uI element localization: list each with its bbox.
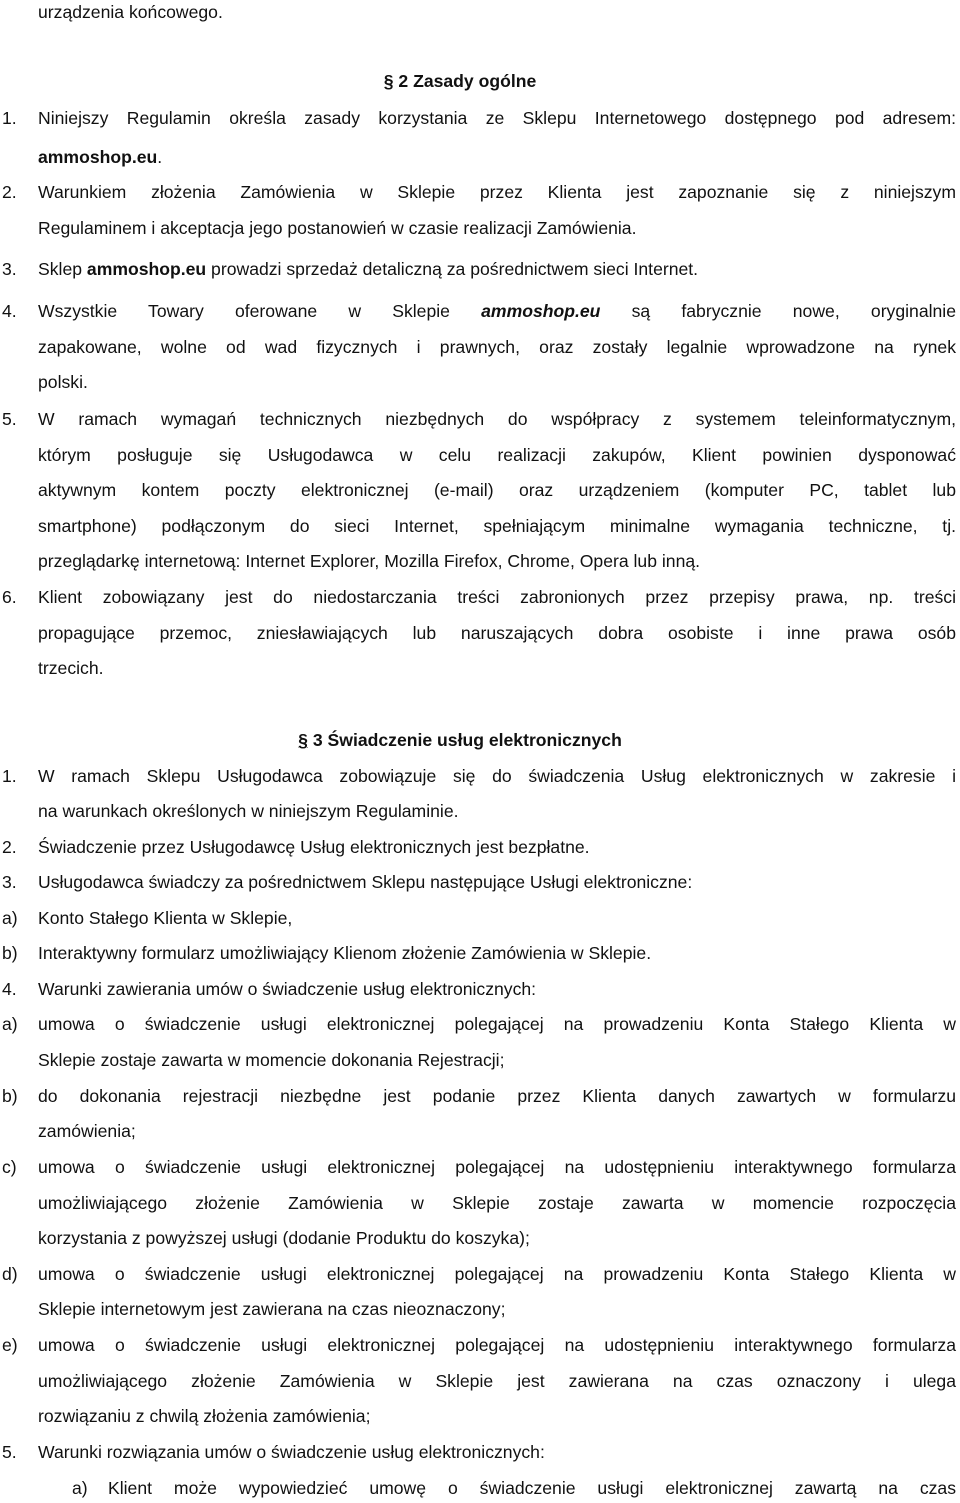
paragraph-line: trzecich.	[38, 658, 104, 678]
item-number: 5.	[2, 409, 17, 429]
item-number: 6.	[2, 587, 17, 607]
item-letter: e)	[2, 1335, 18, 1355]
item-letter: a)	[2, 908, 18, 928]
shop-domain: ammoshop.eu	[86, 259, 207, 279]
paragraph-line: Klient zobowiązany jest do niedostarczania treści zabronionych przez przepisy prawa, np. treści	[38, 587, 956, 607]
paragraph-line: Warunkiem złożenia Zamówienia w Sklepie przez Klienta jest zapoznanie się z niniejszym	[38, 182, 956, 202]
item-number: 5.	[2, 1442, 17, 1462]
paragraph-line: przeglądarkę internetową: Internet Explorer, Mozilla Firefox, Chrome, Opera lub inną.	[38, 551, 701, 571]
paragraph-line: do dokonania rejestracji niezbędne jest podanie przez Klienta danych zawartych w formularzu	[38, 1086, 956, 1106]
paragraph-line: na warunkach określonych w niniejszym Regulaminie.	[38, 801, 459, 821]
paragraph-line: Regulaminem i akceptacja jego postanowień w czasie realizacji Zamówienia.	[38, 218, 637, 238]
item-letter: b)	[2, 1086, 18, 1106]
paragraph-line: Konto Stałego Klienta w Sklepie,	[38, 908, 293, 928]
paragraph-line: Świadczenie przez Usługodawcę Usług elektronicznych jest bezpłatne.	[38, 837, 590, 857]
paragraph-line: propagujące przemoc, zniesławiających lub naruszających dobra osobiste i inne prawa osób	[38, 623, 956, 643]
paragraph-line	[38, 146, 956, 168]
text-fragment: Wszystkie Towary oferowane w Sklepie	[38, 301, 482, 321]
paragraph-line: umowa o świadczenie usługi elektronicznej polegającej na prowadzeniu Konta Stałego Klienta w	[38, 1014, 956, 1034]
paragraph-line: W ramach wymagań technicznych niezbędnych do współpracy z systemem teleinformatycznym,	[38, 409, 956, 429]
paragraph-line: zamówienia;	[38, 1121, 136, 1141]
item-letter: d)	[2, 1264, 18, 1284]
item-number: 3.	[2, 259, 17, 279]
section-heading: § 2 Zasady ogólne	[383, 71, 537, 91]
paragraph-line: Niniejszy Regulamin określa zasady korzystania ze Sklepu Internetowego dostępnego pod adresem:	[38, 108, 956, 128]
item-number: 1.	[2, 108, 17, 128]
paragraph-line: umowa o świadczenie usługi elektronicznej polegającej na prowadzeniu Konta Stałego Klienta w	[38, 1264, 956, 1284]
item-number: 2.	[2, 837, 17, 857]
text-fragment: prowadzi sprzedaż detaliczną za pośrednictwem sieci Internet.	[206, 259, 699, 279]
paragraph-line: W ramach Sklepu Usługodawca zobowiązuje się do świadczenia Usług elektronicznych w zakresie i	[38, 766, 956, 786]
paragraph-line: którym posługuje się Usługodawca w celu realizacji zakupów, Klient powinien dysponować	[38, 445, 956, 465]
item-letter: a)	[72, 1478, 88, 1498]
paragraph-line: Sklepie internetowym jest zawierana na czas nieoznaczony;	[38, 1299, 506, 1319]
item-number: 1.	[2, 766, 17, 786]
punctuation: .	[157, 147, 163, 167]
paragraph-line: korzystania z powyższej usługi (dodanie Produktu do koszyka);	[38, 1228, 530, 1248]
text-fragment: Sklep	[38, 259, 87, 279]
paragraph-line: aktywnym kontem poczty elektronicznej (e-mail) oraz urządzeniem (komputer PC, tablet lub	[38, 480, 956, 500]
paragraph-line: polski.	[38, 372, 88, 392]
paragraph-line: Interaktywny formularz umożliwiający Klienom złożenie Zamówienia w Sklepie.	[38, 943, 652, 963]
item-number: 4.	[2, 979, 17, 999]
section-heading	[0, 729, 920, 751]
item-number: 3.	[2, 872, 17, 892]
paragraph-line: Klient może wypowiedzieć umowę o świadczenie usługi elektronicznej zawartą na czas	[108, 1478, 956, 1498]
paragraph-line	[38, 300, 956, 322]
paragraph-line: urządzenia końcowego.	[38, 2, 223, 22]
item-number: 4.	[2, 301, 17, 321]
paragraph-line: rozwiązaniu z chwilą złożenia zamówienia;	[38, 1406, 371, 1426]
paragraph-line: umożliwiającego złożenie Zamówienia w Sklepie zostaje zawarta w momencie rozpoczęcia	[38, 1193, 956, 1213]
shop-domain: ammoshop.eu	[38, 147, 158, 167]
section-mark: §	[298, 730, 308, 750]
text-fragment: są fabrycznie nowe, oryginalnie	[600, 301, 957, 321]
paragraph-line: umożliwiającego złożenie Zamówienia w Sklepie jest zawierana na czas oznaczony i ulega	[38, 1371, 956, 1391]
paragraph-line: smartphone) podłączonym do sieci Internet, spełniającym minimalne wymagania techniczne, tj.	[38, 516, 956, 536]
paragraph-line	[38, 258, 956, 280]
paragraph-line: Warunki zawierania umów o świadczenie usług elektronicznych:	[38, 979, 537, 999]
shop-domain: ammoshop.eu	[481, 301, 601, 321]
item-number: 2.	[2, 182, 17, 202]
item-letter: a)	[2, 1014, 18, 1034]
paragraph-line: umowa o świadczenie usługi elektronicznej polegającej na udostępnieniu interaktywnego formularza	[38, 1157, 956, 1177]
paragraph-line: Sklepie zostaje zawarta w momencie dokonania Rejestracji;	[38, 1050, 505, 1070]
item-letter: b)	[2, 943, 18, 963]
paragraph-line: Warunki rozwiązania umów o świadczenie usług elektronicznych:	[38, 1442, 545, 1462]
paragraph-line: Usługodawca świadczy za pośrednictwem Sklepu następujące Usługi elektroniczne:	[38, 872, 693, 892]
item-letter: c)	[2, 1157, 17, 1177]
section-title: 3 Świadczenie usług elektronicznych	[312, 730, 622, 750]
paragraph-line: umowa o świadczenie usługi elektronicznej polegającej na udostępnieniu interaktywnego formularza	[38, 1335, 956, 1355]
paragraph-line: zapakowane, wolne od wad fizycznych i prawnych, oraz zostały legalnie wprowadzone na rynek	[38, 337, 956, 357]
